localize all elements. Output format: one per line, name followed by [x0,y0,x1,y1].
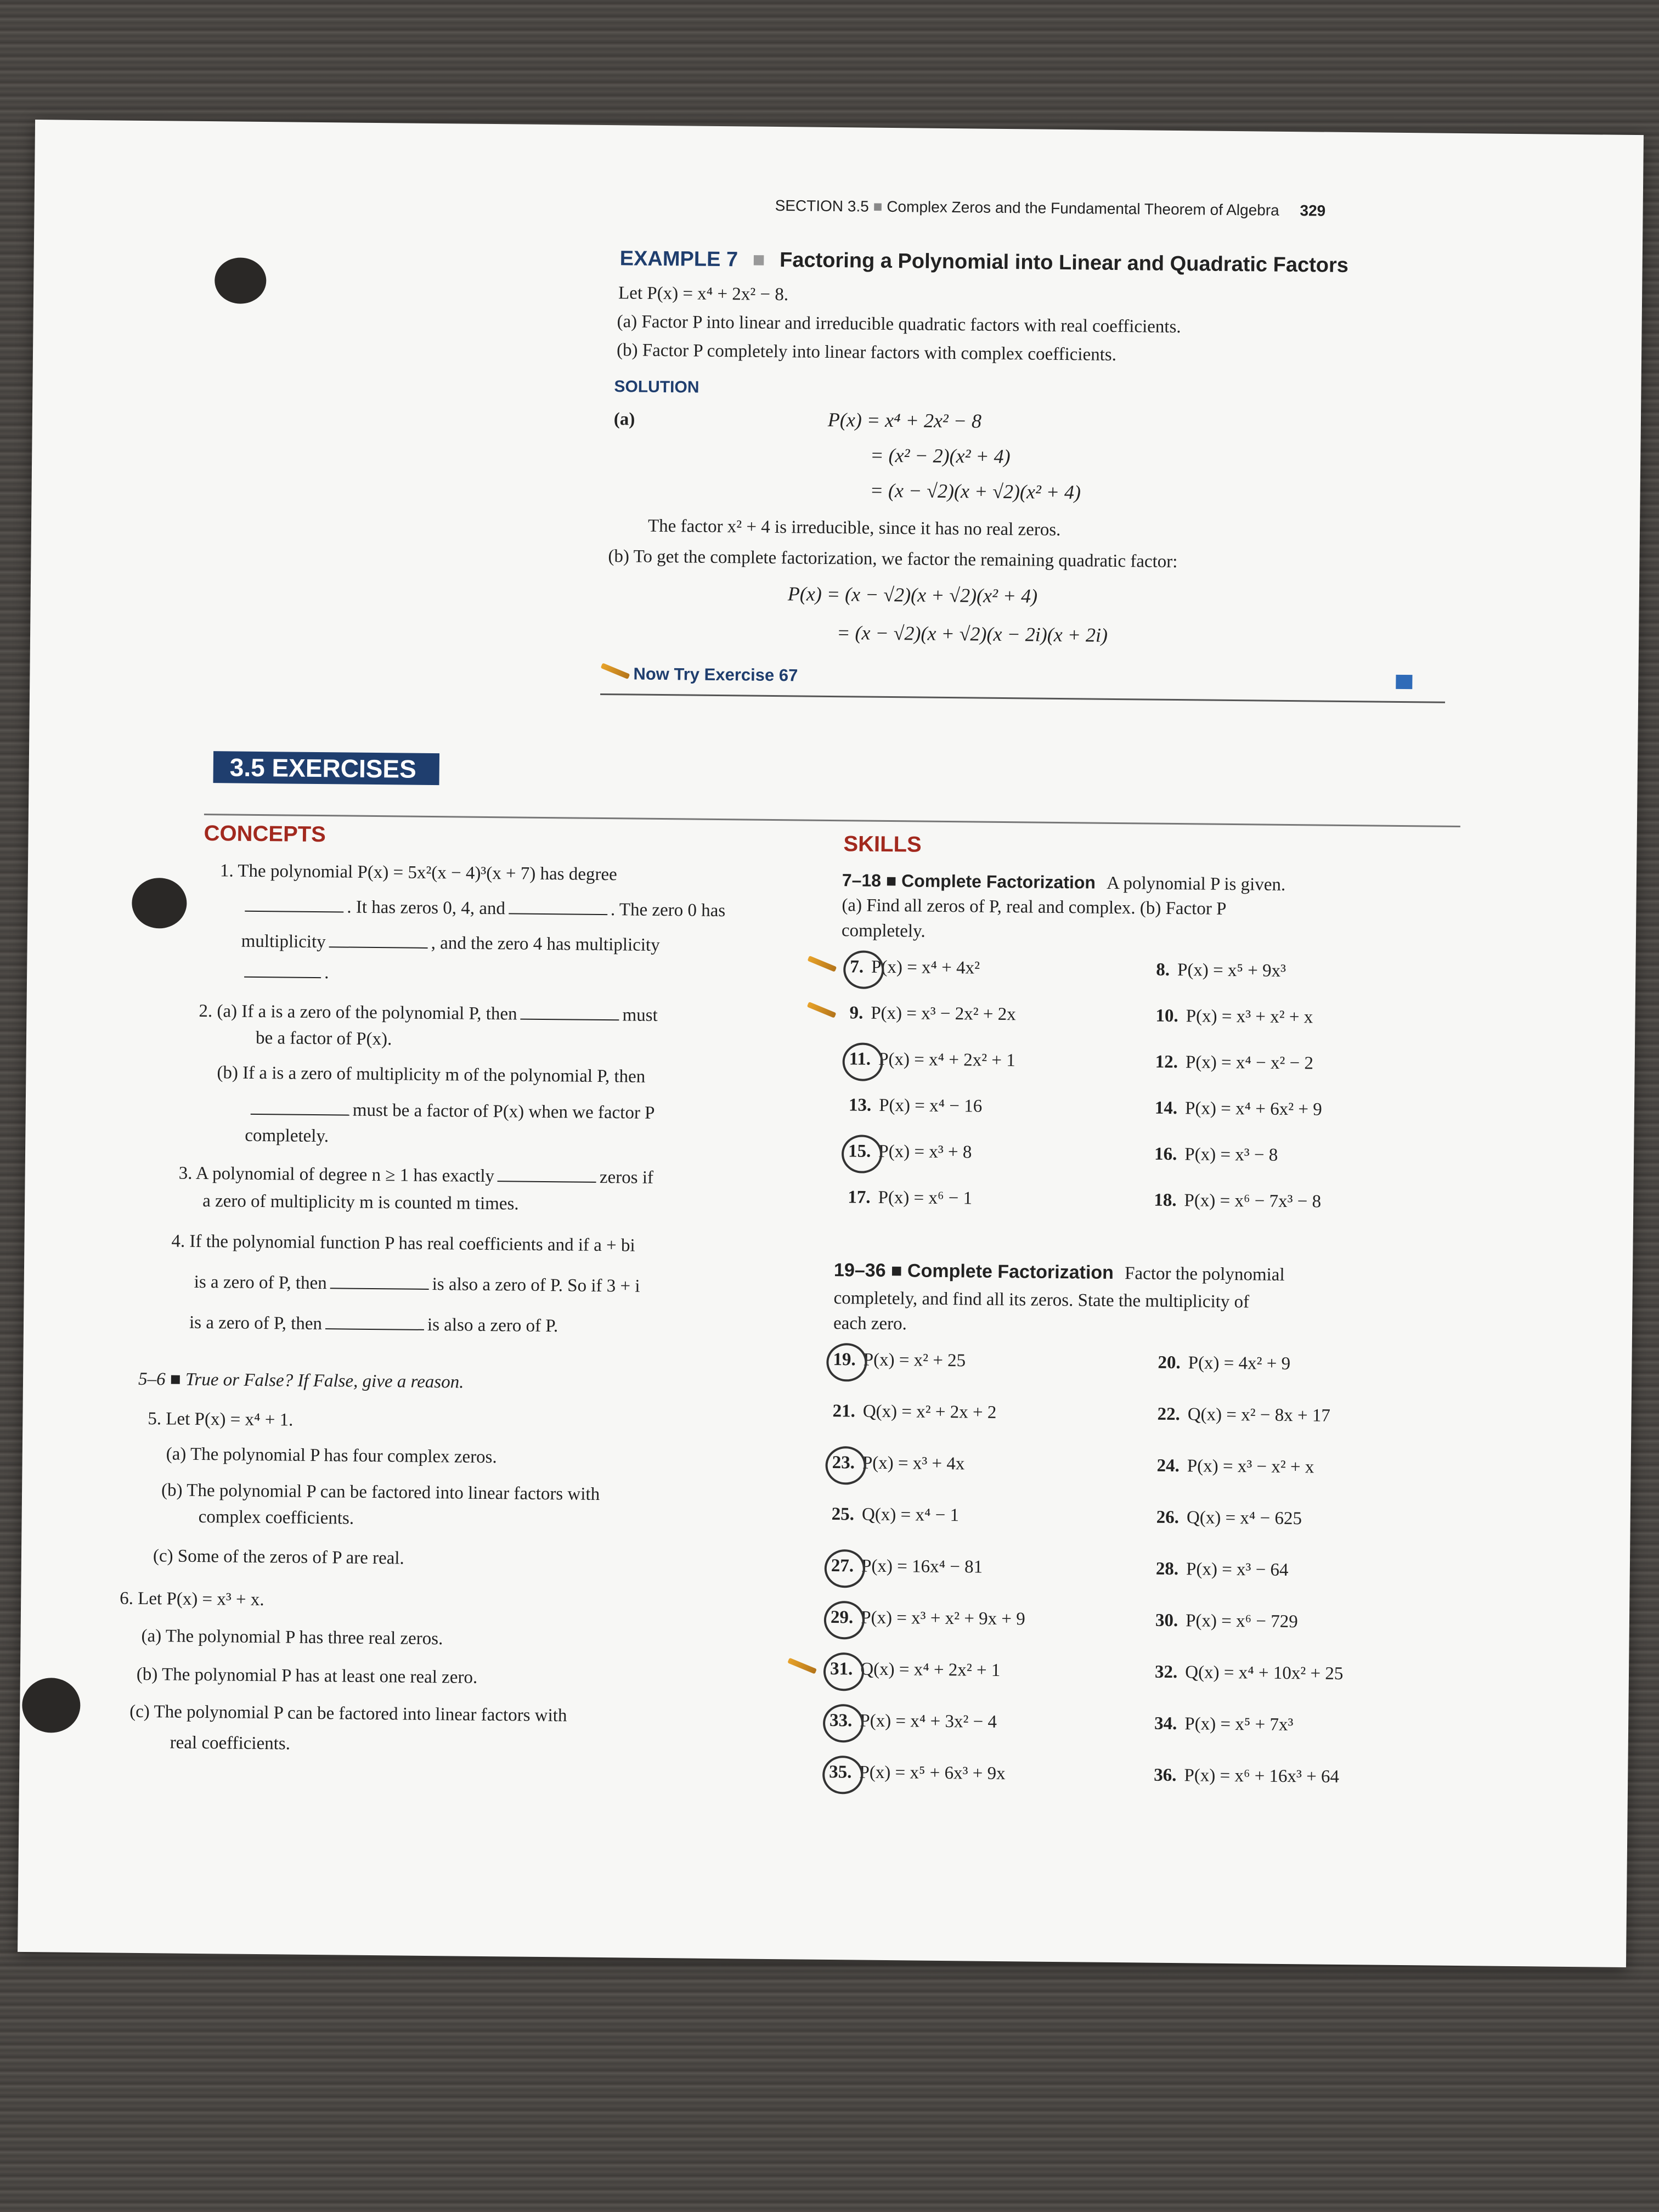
exercise-expression: P(x) = x⁴ + 4x² [871,957,980,978]
q4-text2: is a zero of P, then [194,1272,327,1294]
exercise-number: 11. [849,1049,871,1069]
q2-b-line2 [247,1099,655,1124]
example-part-a: (a) Factor P into linear and irreducible quadratic factors with real coefficients. [617,312,1181,337]
q1-period: . [324,963,329,983]
exercise-expression: P(x) = x⁶ + 16x³ + 64 [1184,1765,1340,1787]
group1-text: A polynomial P is given. [1107,873,1286,895]
q1-mult-text: multiplicity [241,931,326,952]
q6-stem: 6. Let P(x) = x³ + x. [120,1588,264,1610]
exercise-number: 8. [1156,960,1170,980]
q4-line3 [189,1313,558,1336]
exercises-banner: 3.5 EXERCISES [213,751,440,785]
handwritten-circle [843,950,884,989]
solution-a-line3: = (x − √2)(x + √2)(x² + 4) [870,479,1081,504]
exercise-item [1156,1559,1289,1581]
exercise-expression: Q(x) = x⁴ + 2x² + 1 [860,1659,1001,1681]
q1-zeros-text: . It has zeros 0, 4, and [347,897,506,919]
q1-text: 1. The polynomial P(x) = 5x²(x − 4)³(x + 7) has degree [219,861,617,885]
exercise-number: 17. [848,1187,871,1207]
q2-b-line1: (b) If a is a zero of multiplicity m of the polynomial P, then [217,1063,646,1087]
exercise-item [1155,1052,1314,1074]
exercise-item [1157,1404,1330,1426]
q1-line1 [220,861,617,885]
exercise-item [1154,1765,1339,1787]
q6-a: (a) The polynomial P has three real zeros. [141,1626,443,1649]
group2-instructions-line3: each zero. [833,1313,907,1334]
q1-line2 [241,896,725,921]
exercise-number: 13. [848,1095,872,1115]
group1-instructions-line2: (a) Find all zeros of P, real and complex. (b) Factor P [842,895,1227,919]
exercise-expression: P(x) = x³ + 4x [862,1453,965,1474]
q1-line4 [241,962,329,984]
exercise-expression: P(x) = x⁵ + 7x³ [1184,1714,1294,1735]
exercise-number: 16. [1154,1144,1177,1165]
exercise-item [1156,1508,1302,1530]
q1-blank-mult0[interactable] [329,946,428,949]
example-heading [620,247,1349,278]
binder-hole-bottom [22,1678,81,1733]
q6-c-line2: real coefficients. [170,1733,291,1754]
handwritten-circle [826,1343,867,1382]
exercise-item [1155,1098,1322,1120]
q2-a-blank[interactable] [520,1019,619,1021]
q1-blank-degree[interactable] [245,911,343,913]
exercise-expression: P(x) = x⁴ + 2x² + 1 [878,1049,1015,1071]
example-label: EXAMPLE 7 [619,247,738,272]
exercise-number: 36. [1154,1765,1177,1786]
exercise-number: 23. [832,1453,855,1473]
skills-heading: SKILLS [843,832,922,857]
q4-blank-1[interactable] [330,1288,429,1290]
handwritten-circle [842,1042,883,1081]
handwritten-circle [823,1652,865,1691]
exercise-item [1155,1006,1313,1028]
q1-zero4-text: , and the zero 4 has multiplicity [431,933,660,956]
exercise-number: 26. [1156,1507,1180,1528]
exercise-item [849,1095,983,1116]
solution-a-line1: P(x) = x⁴ + 2x² − 8 [827,408,982,432]
exercise-number: 24. [1156,1455,1180,1476]
exercise-item [1154,1144,1278,1166]
exercise-item [1155,1611,1298,1632]
exercise-expression: P(x) = x⁴ − 16 [878,1095,983,1116]
exercise-expression: Q(x) = x⁴ − 625 [1186,1508,1302,1529]
exercise-expression: P(x) = x⁴ + 3x² − 4 [860,1711,997,1732]
handwritten-circle [842,1135,883,1173]
exercise-number: 25. [831,1504,855,1525]
q2-b-line3: completely. [245,1125,329,1147]
q1-blank-zero[interactable] [509,913,607,915]
exercise-item [1154,1714,1294,1735]
q5-a: (a) The polynomial P has four complex zeros. [166,1444,497,1468]
exercise-expression: P(x) = x⁶ − 1 [878,1187,973,1209]
exercise-number: 27. [831,1556,854,1576]
exercise-expression: P(x) = x⁵ + 9x³ [1177,960,1286,981]
q4-blank-2[interactable] [325,1328,424,1330]
solution-label: SOLUTION [614,377,699,397]
q5-b-line2: complex coefficients. [198,1506,354,1528]
exercise-number: 28. [1155,1559,1179,1579]
example-intro: Let P(x) = x⁴ + 2x² − 8. [618,283,789,305]
exercises-rule [204,814,1460,827]
q6-c-line1: (c) The polynomial P can be factored into linear factors with [129,1701,567,1726]
exercise-number: 29. [830,1607,854,1628]
handwritten-circle [825,1446,866,1485]
exercise-number: 31. [830,1659,853,1679]
exercise-expression: Q(x) = x² + 2x + 2 [862,1401,997,1423]
q4-text5: is also a zero of P. [427,1314,558,1336]
q5-c: (c) Some of the zeros of P are real. [153,1546,404,1568]
exercise-number: 12. [1155,1052,1178,1073]
exercise-number: 35. [829,1762,852,1782]
section-topic: Complex Zeros and the Fundamental Theorem of Algebra [887,198,1279,219]
exercise-expression: P(x) = x² + 25 [863,1350,966,1371]
example-rule [600,693,1445,703]
solution-a-line2: = (x² − 2)(x² + 4) [870,444,1011,468]
q5-stem: 5. Let P(x) = x⁴ + 1. [148,1409,294,1430]
q2-b-text: must be a factor of P(x) when we factor P [352,1100,655,1123]
exercise-number: 21. [832,1401,855,1421]
pencil-mark [601,663,630,679]
handwritten-circle [822,1756,864,1795]
exercise-expression: P(x) = x³ + x² + 9x + 9 [861,1607,1025,1629]
exercise-expression: P(x) = x³ − 64 [1186,1559,1289,1581]
exercise-number: 14. [1154,1098,1178,1119]
q2-a-must: must [622,1005,658,1025]
solution-b-line1: P(x) = (x − √2)(x + √2)(x² + 4) [787,583,1038,607]
group2-instructions-line2: completely, and find all its zeros. State the multiplicity of [833,1288,1250,1312]
exercise-number: 32. [1154,1662,1178,1683]
q2-b-blank[interactable] [251,1114,349,1116]
q4-line1: 4. If the polynomial function P has real coefficients and if a + bi [171,1231,635,1256]
exercise-item [1156,960,1286,981]
exercise-number: 19. [833,1350,856,1370]
q2-a-line1 [199,1001,658,1026]
exercise-expression: P(x) = x³ − 8 [1184,1144,1278,1165]
exercise-expression: P(x) = 16x⁴ − 81 [861,1556,983,1577]
exercise-number: 22. [1157,1404,1180,1425]
exercise-expression: P(x) = 4x² + 9 [1188,1353,1291,1374]
q4-line2 [194,1272,640,1297]
now-try-link[interactable]: Now Try Exercise 67 [633,664,798,685]
group2-instructions-line1 [834,1260,1285,1285]
exercise-expression: Q(x) = x² − 8x + 17 [1187,1404,1330,1426]
group2-label: 19–36 ■ Complete Factorization [833,1260,1114,1283]
exercise-expression: P(x) = x⁶ − 7x³ − 8 [1184,1190,1322,1212]
exercise-number: 34. [1154,1713,1177,1734]
q3-text: 3. A polynomial of degree n ≥ 1 has exactly [178,1163,495,1187]
exercise-expression: P(x) = x⁶ − 729 [1186,1611,1298,1632]
example-title: Factoring a Polynomial into Linear and Quadratic Factors [779,249,1349,277]
group1-instructions-line1 [842,870,1286,895]
handwritten-circle [823,1704,864,1743]
q3-line1 [178,1164,653,1188]
q3-line2: a zero of multiplicity m is counted m times. [202,1191,519,1214]
exercise-expression: P(x) = x⁵ + 6x³ + 9x [859,1762,1006,1784]
handwritten-circle [824,1549,865,1588]
exercise-number: 20. [1158,1352,1181,1373]
group2-text: Factor the polynomial [1124,1263,1285,1285]
q6-b: (b) The polynomial P has at least one real zero. [136,1664,478,1688]
solution-b-intro: (b) To get the complete factorization, we factor the remaining quadratic factor: [608,546,1178,572]
q4-text4: is a zero of P, then [189,1312,323,1334]
exercise-number: 9. [849,1003,864,1023]
exercise-item [1156,1456,1314,1478]
exercise-item [832,1504,960,1526]
q1-blank-mult4[interactable] [244,977,321,978]
q2-a-line2: be a factor of P(x). [255,1028,392,1049]
exercise-expression: P(x) = x⁴ − x² − 2 [1185,1052,1314,1074]
exercise-item [1155,1662,1344,1684]
binder-hole-top [215,257,267,304]
q5-b-line1: (b) The polynomial P can be factored into linear factors with [161,1480,600,1504]
concepts-heading: CONCEPTS [204,821,326,847]
exercise-number: 33. [829,1711,853,1731]
exercise-expression: Q(x) = x⁴ − 1 [861,1504,960,1526]
exercise-expression: P(x) = x³ + x² + x [1186,1006,1313,1028]
exercise-item [832,1401,996,1423]
binder-hole-middle [132,878,187,929]
end-of-example-marker [1396,675,1412,689]
exercise-expression: P(x) = x⁴ + 6x² + 9 [1184,1098,1322,1120]
exercise-item [1154,1190,1321,1212]
exercise-expression: P(x) = x³ − 2x² + 2x [871,1003,1016,1025]
page-number: 329 [1300,202,1326,219]
exercise-expression: Q(x) = x⁴ + 10x² + 25 [1185,1662,1344,1684]
exercise-number: 30. [1155,1610,1178,1631]
pencil-mark [807,1002,837,1018]
handwritten-circle [824,1601,865,1640]
irreducible-note: The factor x² + 4 is irreducible, since it has no real zeros. [647,516,1061,540]
exercise-item [848,1187,972,1209]
exercise-number: 7. [850,957,864,977]
exercise-item [1158,1353,1290,1374]
solution-a-label: (a) [613,409,635,430]
q1-line3 [241,932,660,956]
example-part-b: (b) Factor P completely into linear factors with complex coefficients. [616,340,1117,365]
pencil-mark [808,956,837,972]
group1-label: 7–18 ■ Complete Factorization [842,870,1096,893]
exercise-item [849,1003,1016,1025]
example-separator: ■ [752,248,765,272]
solution-b-line2: = (x − √2)(x + √2)(x − 2i)(x + 2i) [836,622,1108,646]
exercise-number: 15. [848,1141,871,1161]
exercise-number: 10. [1155,1006,1178,1026]
exercise-expression: P(x) = x³ + 8 [878,1141,972,1163]
q2-a-text: 2. (a) If a is a zero of the polynomial P, then [199,1001,517,1024]
q3-zeros-if: zeros if [599,1167,654,1188]
group1-instructions-line3: completely. [841,921,926,941]
exercise-number: 18. [1154,1190,1177,1211]
header-separator: ■ [873,198,887,215]
running-header [775,197,1326,220]
q3-blank[interactable] [498,1181,596,1183]
pencil-mark [787,1658,817,1674]
textbook-page [18,120,1644,1967]
q1-zero0-text: . The zero 0 has [610,900,726,921]
q4-text3: is also a zero of P. So if 3 + i [432,1274,640,1296]
section-number: SECTION 3.5 [775,196,869,215]
exercise-expression: P(x) = x³ − x² + x [1187,1456,1314,1477]
true-false-heading: 5–6 ■ True or False? If False, give a reason. [138,1369,464,1392]
